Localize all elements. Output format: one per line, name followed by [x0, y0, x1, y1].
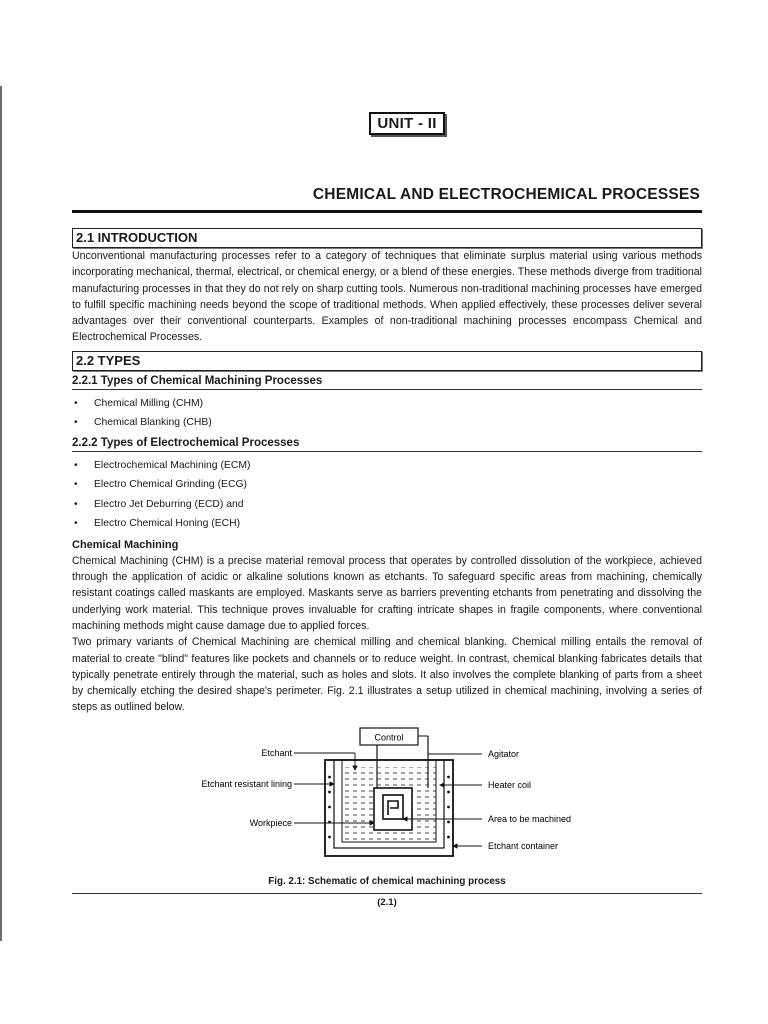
area-to-be-machined — [383, 795, 403, 819]
etchant-container-label: Etchant container — [488, 840, 559, 851]
section-heading-types: 2.2 TYPES — [72, 351, 702, 371]
list-item: • Electrochemical Machining (ECM) — [72, 456, 702, 476]
section-heading-introduction: 2.1 INTRODUCTION — [72, 228, 702, 248]
title-rule — [72, 210, 702, 213]
unit-label-wrap — [72, 112, 702, 142]
electrochemical-process-list — [72, 456, 702, 534]
chemical-machining-schematic — [72, 722, 702, 872]
list-item: • Electro Chemical Grinding (ECG) — [72, 475, 702, 495]
chemical-machining-heading: Chemical Machining — [72, 538, 179, 551]
area-to-be-machined-label: Area to be machined — [488, 813, 572, 824]
page-number: (2.1) — [377, 896, 397, 908]
control-label: Control — [374, 732, 404, 743]
etchant-resistant-lining-label: Etchant resistant lining — [201, 778, 292, 789]
list-item: • Chemical Blanking (CHB) — [72, 413, 702, 433]
subsection-heading-electrochemical: 2.2.2 Types of Electrochemical Processes — [72, 437, 702, 452]
figure-caption: Fig. 2.1: Schematic of chemical machining process — [268, 875, 506, 887]
unit-label: UNIT - II — [369, 112, 444, 135]
chapter-title: CHEMICAL AND ELECTROCHEMICAL PROCESSES — [312, 186, 700, 203]
document-page — [72, 112, 702, 908]
list-item: • Electro Chemical Honing (ECH) — [72, 514, 702, 534]
chemical-process-list — [72, 394, 702, 433]
chemical-machining-paragraph-1: Chemical Machining (CHM) is a precise material removal process that operates by controlled dissolution of the workpiece, achieved through the application of acidic or alkaline solutions known as etchants. To safeguard specific areas from machining, chemically resistant coatings called maskants are employed. Maskants serve as barriers preventing etchants from penetrating and dissolving the underlying work material. This technique proves invaluable for crafting intricate shapes in fragile components, where conventional machining methods might cause damage due to applied forces. — [72, 554, 702, 632]
footer-rule — [72, 893, 702, 894]
workpiece-label: Workpiece — [249, 817, 292, 828]
chemical-machining-paragraph-2: Two primary variants of Chemical Machining are chemical milling and chemical blanking. Chemical milling entails the removal of material to create "blind" features like pockets and channels or to reduce weight. In contrast, chemical blanking fabricates details that typically penetrate entirely through the material, such as holes and slots. It also involves the complete blanking of parts from a sheet by chemically etching the desired shape's perimeter. Fig. 2.1 illustrates a setup utilized in chemical machining, involving a series of steps as outlined below. — [72, 636, 702, 714]
page-edge-line — [0, 86, 2, 941]
heater-coil-label: Heater coil — [488, 779, 532, 790]
agitator-label: Agitator — [488, 748, 520, 759]
subsection-heading-chemical: 2.2.1 Types of Chemical Machining Processes — [72, 375, 702, 390]
list-item: • Electro Jet Deburring (ECD) and — [72, 495, 702, 515]
etchant-label: Etchant — [261, 747, 292, 758]
list-item: • Chemical Milling (CHM) — [72, 394, 702, 414]
introduction-paragraph: Unconventional manufacturing processes refer to a category of techniques that eliminate surplus material using various methods incorporating mechanical, thermal, electrical, or chemical energy, or a blend of these energies. These methods diverge from traditional manufacturing processes in that they do not rely on sharp cutting tools. Numerous non-traditional machining processes have emerged to fulfill specific machining needs beyond the scope of traditional methods. When applied effectively, these processes deliver several advantages over their conventional counterparts. Examples of non-traditional machining processes encompass Chemical and Electrochemical Processes. — [72, 250, 702, 344]
figure-2-1 — [72, 722, 702, 872]
